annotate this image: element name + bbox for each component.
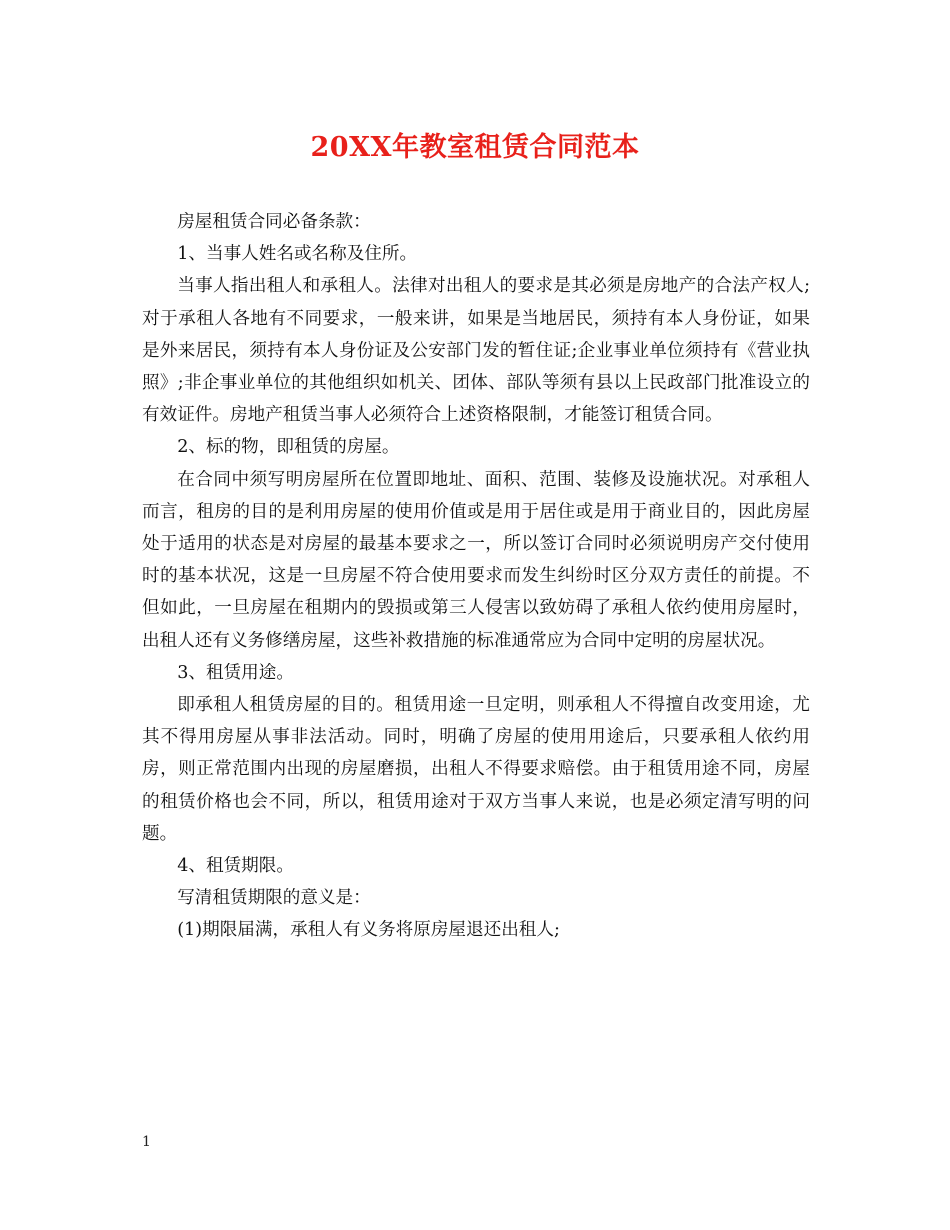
paragraph: 写清租赁期限的意义是：	[177, 888, 371, 909]
paragraph: 3、租赁用途。	[177, 662, 294, 683]
document-body	[142, 206, 810, 947]
paragraph: 2、标的物，即租赁的房屋。	[177, 437, 400, 458]
paragraph: 即承租人租赁房屋的目的。租赁用途一旦定明，则承租人不得擅自改变用途，尤其不得用房屋从事非法活动。同时，明确了房屋的使用用途后，只要承租人依约用房，则正常范围内出现的房屋磨损，出租人不得要求赔偿。由于租赁用途不同，房屋的租赁价格也会不同，所以，租赁用途对于双方当事人来说，也是必须定清写明的问题。	[142, 695, 810, 844]
paragraph: 当事人指出租人和承租人。法律对出租人的要求是其必须是房地产的合法产权人;对于承租人各地有不同要求，一般来讲，如果是当地居民，须持有本人身份证，如果是外来居民，须持有本人身份证及公安部门发的暂住证;企业事业单位须持有《营业执照》;非企事业单位的其他组织如机关、团体、部队等须有县以上民政部门批准设立的有效证件。房地产租赁当事人必须符合上述资格限制，才能签订租赁合同。	[142, 276, 810, 426]
paragraph: 在合同中须写明房屋所在位置即地址、面积、范围、装修及设施状况。对承租人而言，租房的目的是利用房屋的使用价值或是用于居住或是用于商业目的，因此房屋处于适用的状态是对房屋的最基本要求之一，所以签订合同时必须说明房产交付使用时的基本状况，这是一旦房屋不符合使用要求而发生纠纷时区分双方责任的前提。不但如此，一旦房屋在租期内的毁损或第三人侵害以致妨碍了承租人依约使用房屋时，出租人还有义务修缮房屋，这些补救措施的标准通常应为合同中定明的房屋状况。	[142, 469, 810, 651]
paragraph: 房屋租赁合同必备条款：	[177, 212, 371, 232]
page-number: 1	[142, 1134, 151, 1150]
paragraph: 1、当事人姓名或名称及住所。	[177, 244, 418, 265]
paragraph: (1)期限届满，承租人有义务将原房屋退还出租人;	[177, 920, 560, 941]
paragraph: 4、租赁期限。	[177, 856, 294, 877]
document-title: 20XX年教室租赁合同范本	[310, 132, 640, 163]
